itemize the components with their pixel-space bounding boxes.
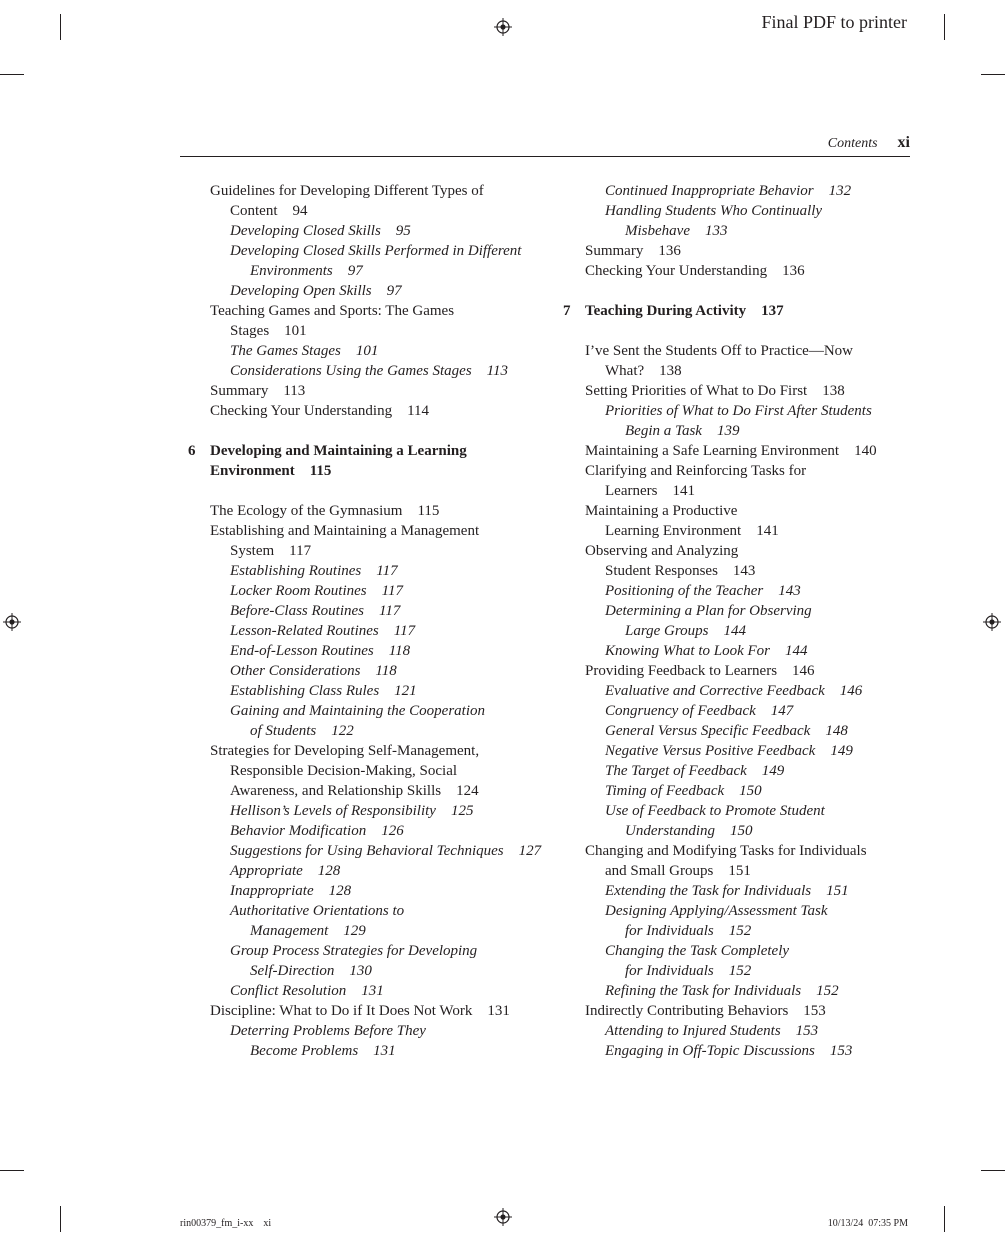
toc-entry: I’ve Sent the Students Off to Practice—Now	[585, 343, 854, 359]
crop-mark	[0, 1170, 24, 1171]
toc-entry: Teaching Games and Sports: The Games	[210, 303, 455, 319]
toc-entry: Establishing Routines 117	[230, 563, 398, 579]
printer-note: Final PDF to printer	[761, 12, 907, 32]
running-head-title: Contents	[827, 136, 878, 151]
toc-entry: Locker Room Routines 117	[230, 583, 404, 599]
toc-entry: The Ecology of the Gymnasium 115	[210, 503, 440, 519]
toc-spacer	[188, 481, 548, 501]
toc-entry: Lesson-Related Routines 117	[230, 623, 416, 639]
registration-mark-icon	[494, 1208, 512, 1226]
toc-entry: What? 138	[605, 363, 682, 379]
crop-mark	[60, 1206, 61, 1232]
toc-entry: Determining a Plan for Observing	[605, 603, 812, 619]
toc-entry: End-of-Lesson Routines 118	[230, 643, 411, 659]
toc-entry: Designing Applying/Assessment Task	[605, 903, 828, 919]
toc-entry: Become Problems 131	[250, 1043, 396, 1059]
toc-entry: Priorities of What to Do First After Students	[605, 403, 872, 419]
toc-entry: Establishing and Maintaining a Management	[210, 523, 480, 539]
toc-entry: Indirectly Contributing Behaviors 153	[585, 1003, 826, 1019]
toc-entry: System 117	[230, 543, 312, 559]
toc-left-column	[188, 181, 548, 1061]
toc-entry: Large Groups 144	[625, 623, 746, 639]
toc-entry: Setting Priorities of What to Do First 138	[585, 383, 845, 399]
chapter-title: Teaching During Activity 137	[585, 303, 784, 319]
toc-entry: Responsible Decision-Making, Social	[230, 763, 458, 779]
toc-entry: Maintaining a Safe Learning Environment 140	[585, 443, 877, 459]
toc-entry: Considerations Using the Games Stages 113	[230, 363, 509, 379]
toc-entry: Developing Closed Skills 95	[230, 223, 411, 239]
toc-entry: Developing Closed Skills Performed in Different	[230, 243, 522, 259]
toc-entry: Changing and Modifying Tasks for Individuals	[585, 843, 867, 859]
toc-right-column	[563, 181, 923, 1061]
toc-entry: The Target of Feedback 149	[605, 763, 785, 779]
toc-entry: General Versus Specific Feedback 148	[605, 723, 848, 739]
toc-entry: Conflict Resolution 131	[230, 983, 384, 999]
toc-entry: Refining the Task for Individuals 152	[605, 983, 839, 999]
chapter-number: 7	[563, 303, 571, 319]
toc-entry: Learners 141	[605, 483, 695, 499]
toc-entry: Knowing What to Look For 144	[605, 643, 808, 659]
toc-entry: Stages 101	[230, 323, 307, 339]
toc-entry: Environments 97	[250, 263, 363, 279]
toc-chapter-entry	[563, 301, 923, 321]
toc-entry: Self-Direction 130	[250, 963, 372, 979]
toc-entry: Before-Class Routines 117	[230, 603, 401, 619]
toc-entry: Use of Feedback to Promote Student	[605, 803, 825, 819]
toc-entry: Timing of Feedback 150	[605, 783, 762, 799]
header-rule	[180, 156, 910, 157]
crop-mark	[981, 1170, 1005, 1171]
registration-mark-icon	[983, 613, 1001, 631]
toc-entry: Summary 113	[210, 383, 306, 399]
toc-entry: Positioning of the Teacher 143	[605, 583, 801, 599]
toc-entry: Gaining and Maintaining the Cooperation	[230, 703, 485, 719]
crop-mark	[944, 1206, 945, 1232]
toc-entry: Observing and Analyzing	[585, 543, 739, 559]
toc-entry: Attending to Injured Students 153	[605, 1023, 819, 1039]
toc-entry: Content 94	[230, 203, 308, 219]
toc-entry: Developing Open Skills 97	[230, 283, 402, 299]
toc-entry: Evaluative and Corrective Feedback 146	[605, 683, 863, 699]
toc-entry: The Games Stages 101	[230, 343, 379, 359]
toc-entry: Summary 136	[585, 243, 681, 259]
toc-entry: Extending the Task for Individuals 151	[605, 883, 849, 899]
toc-chapter-entry	[188, 441, 548, 461]
toc-spacer	[188, 421, 548, 441]
crop-mark	[60, 14, 61, 40]
registration-mark-icon	[494, 18, 512, 36]
footer-file-info: rin00379_fm_i-xx xi	[180, 1218, 272, 1229]
toc-entry: and Small Groups 151	[605, 863, 751, 879]
toc-entry: Management 129	[250, 923, 366, 939]
toc-entry: of Students 122	[250, 723, 354, 739]
toc-entry: Awareness, and Relationship Skills 124	[230, 783, 479, 799]
running-head	[828, 134, 910, 152]
toc-entry: Learning Environment 141	[605, 523, 779, 539]
toc-entry: Providing Feedback to Learners 146	[585, 663, 815, 679]
toc-entry: Suggestions for Using Behavioral Techniques 127	[230, 843, 542, 859]
toc-entry: Environment 115	[210, 463, 332, 479]
toc-spacer	[563, 321, 923, 341]
toc-spacer	[563, 281, 923, 301]
toc-entry: Understanding 150	[625, 823, 753, 839]
registration-mark-icon	[3, 613, 21, 631]
toc-entry: Deterring Problems Before They	[230, 1023, 426, 1039]
toc-entry: for Individuals 152	[625, 923, 752, 939]
page-number: xi	[897, 134, 910, 151]
toc-entry: Discipline: What to Do if It Does Not Work 131	[210, 1003, 510, 1019]
toc-entry: Engaging in Off-Topic Discussions 153	[605, 1043, 853, 1059]
crop-mark	[944, 14, 945, 40]
toc-entry: Begin a Task 139	[625, 423, 740, 439]
toc-entry: Strategies for Developing Self-Management,	[210, 743, 480, 759]
toc-entry: Appropriate 128	[230, 863, 341, 879]
toc-entry: Negative Versus Positive Feedback 149	[605, 743, 853, 759]
toc-entry: Misbehave 133	[625, 223, 728, 239]
toc-entry: for Individuals 152	[625, 963, 752, 979]
toc-entry: Inappropriate 128	[230, 883, 352, 899]
toc-entry: Checking Your Understanding 136	[585, 263, 805, 279]
toc-entry: Guidelines for Developing Different Types of	[210, 183, 484, 199]
toc-entry: Student Responses 143	[605, 563, 756, 579]
crop-mark	[0, 74, 24, 75]
toc-entry: Checking Your Understanding 114	[210, 403, 430, 419]
chapter-number: 6	[188, 443, 196, 459]
toc-entry: Congruency of Feedback 147	[605, 703, 794, 719]
crop-mark	[981, 74, 1005, 75]
footer-timestamp: 10/13/24 07:35 PM	[827, 1218, 908, 1229]
toc-entry: Other Considerations 118	[230, 663, 397, 679]
toc-entry: Authoritative Orientations to	[230, 903, 405, 919]
toc-entry: Handling Students Who Continually	[605, 203, 823, 219]
chapter-title: Developing and Maintaining a Learning	[210, 443, 467, 459]
toc-entry: Hellison’s Levels of Responsibility 125	[230, 803, 474, 819]
toc-entry: Maintaining a Productive	[585, 503, 738, 519]
toc-entry: Changing the Task Completely	[605, 943, 790, 959]
toc-entry: Continued Inappropriate Behavior 132	[605, 183, 852, 199]
toc-entry: Clarifying and Reinforcing Tasks for	[585, 463, 807, 479]
toc-entry: Behavior Modification 126	[230, 823, 404, 839]
toc-entry: Group Process Strategies for Developing	[230, 943, 478, 959]
toc-entry: Establishing Class Rules 121	[230, 683, 417, 699]
